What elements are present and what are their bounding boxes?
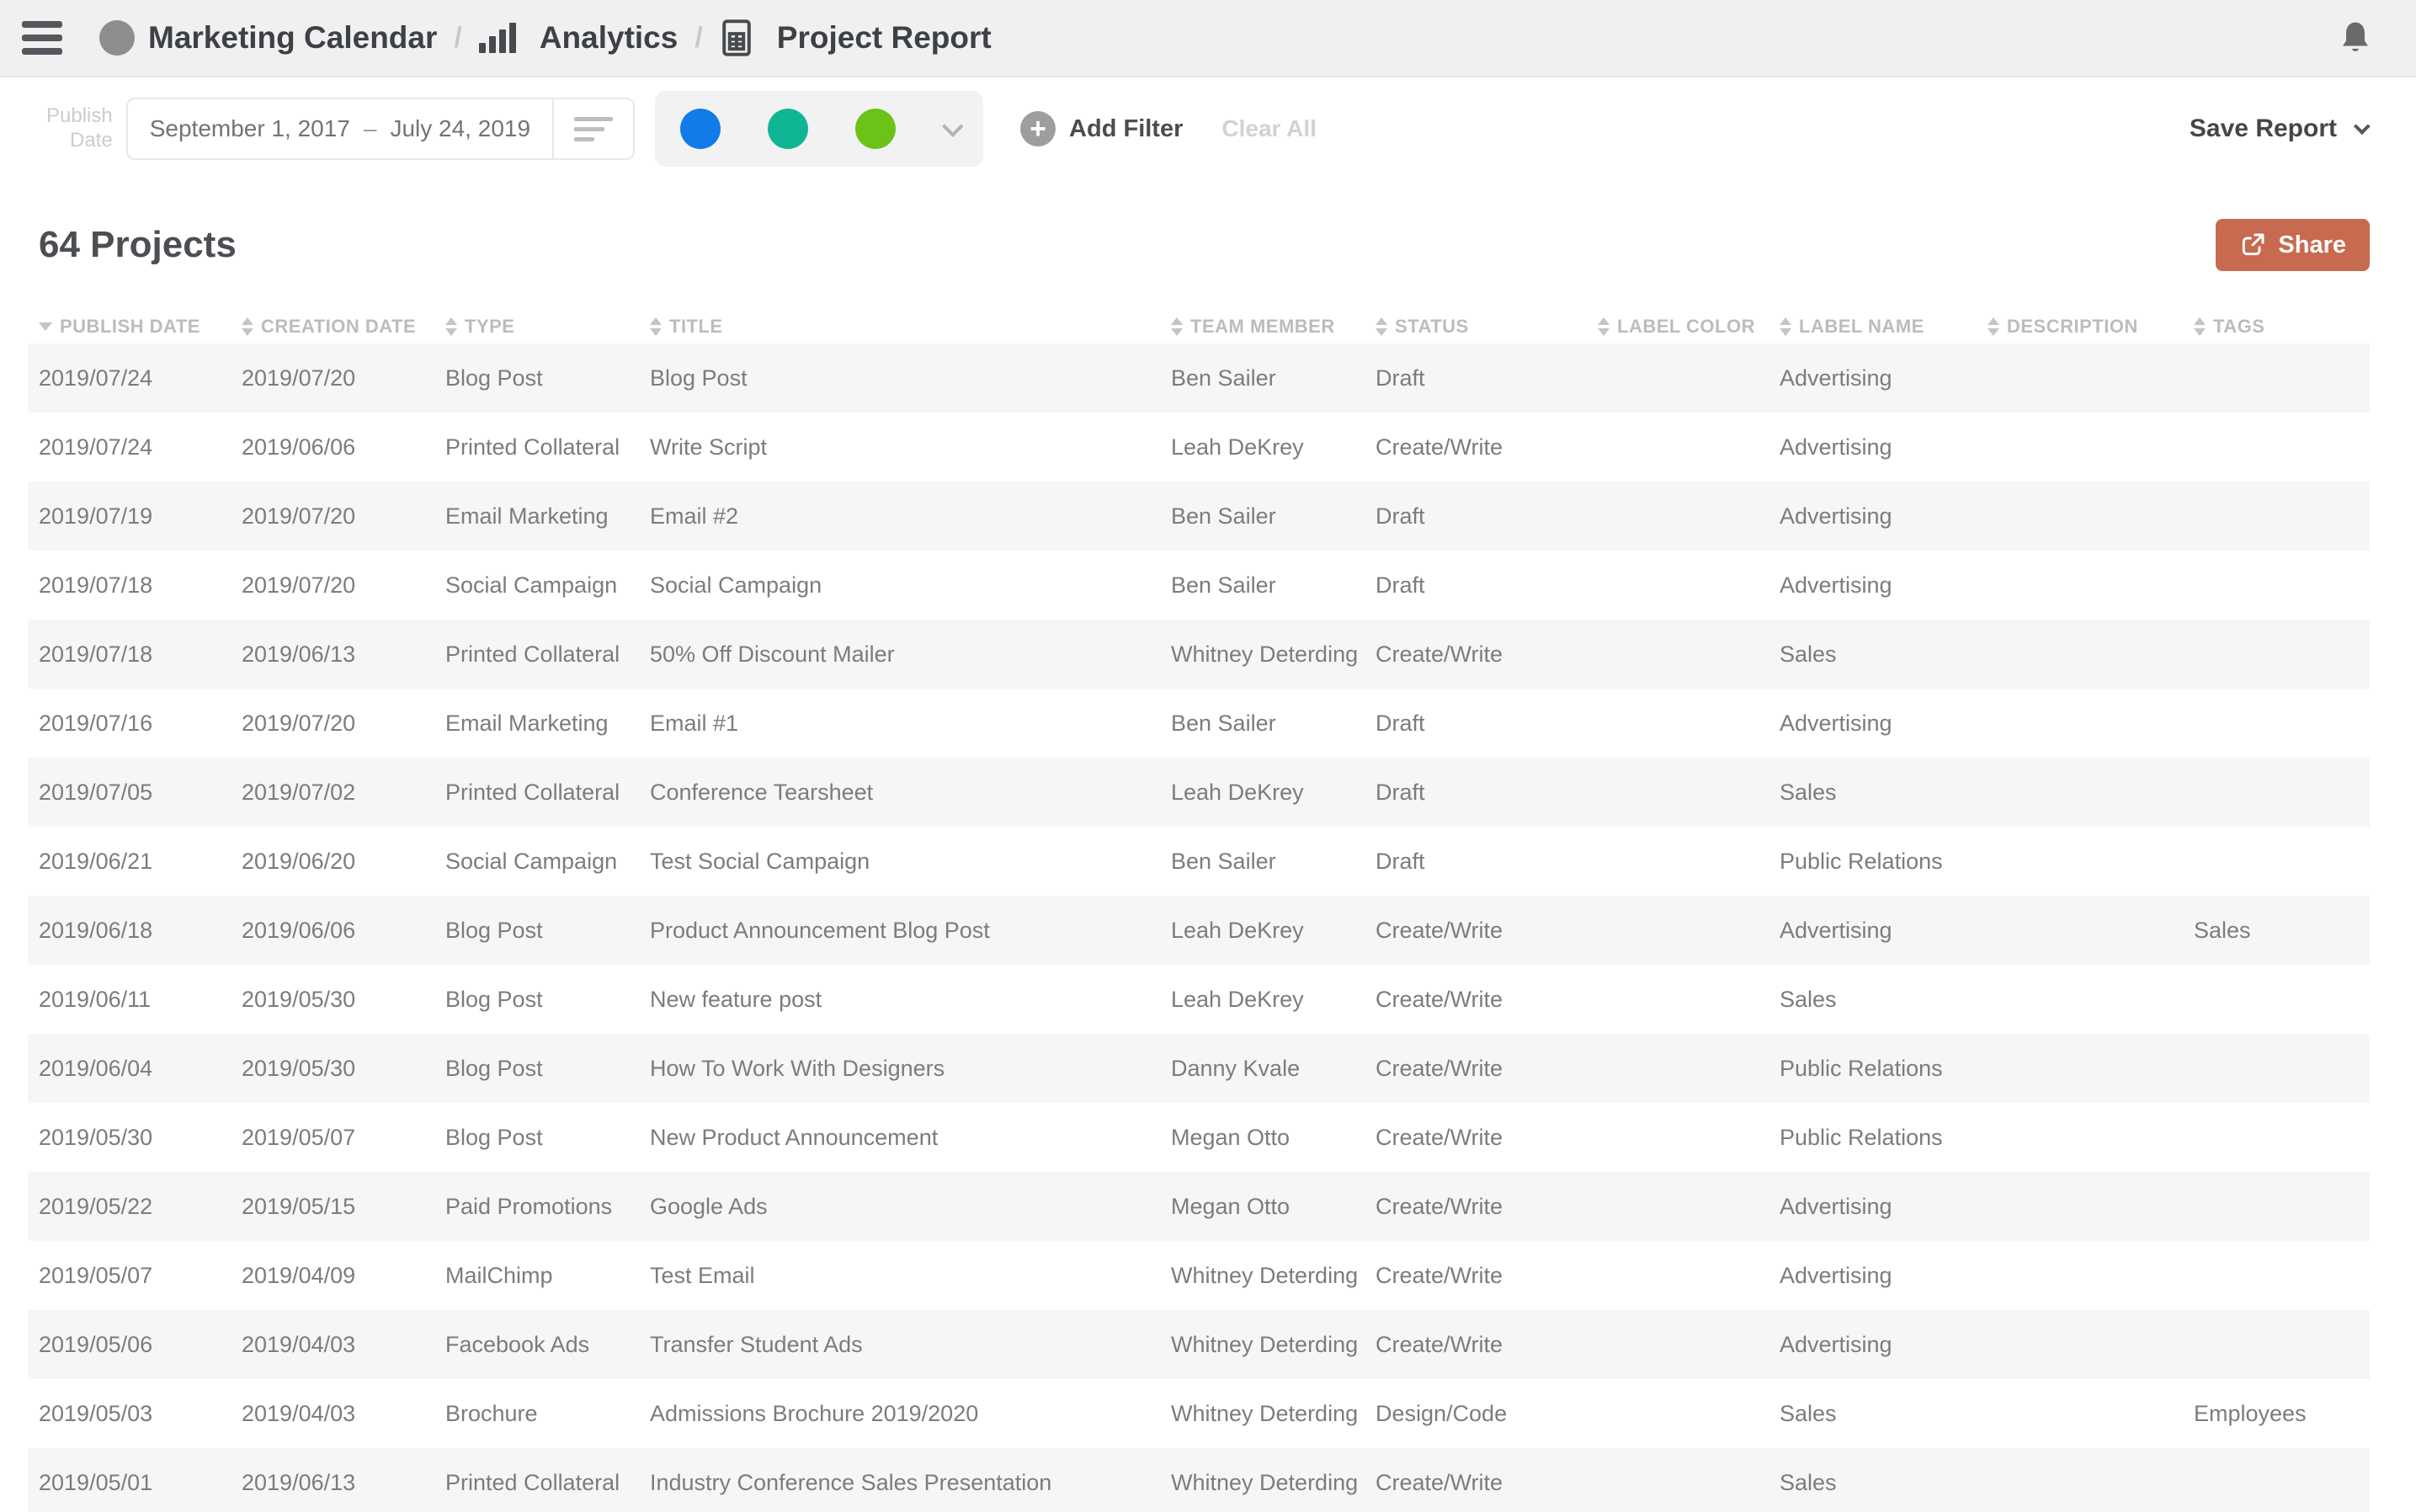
cell-label-color [1598,503,1780,530]
clear-all-button[interactable]: Clear All [1221,115,1317,141]
column-header[interactable] [1780,316,1988,338]
cell-team-member: Danny Kvale [1171,1055,1301,1081]
cell-title: Google Ads [650,1193,768,1219]
cell-status: Create/Write [1376,1262,1503,1288]
add-filter-label: Add Filter [1069,114,1184,142]
sort-icon [1376,317,1387,336]
column-header[interactable] [242,316,445,338]
color-filter-dot [768,109,808,149]
hamburger-menu-icon[interactable] [22,21,62,55]
report-sheet-icon [720,19,753,57]
cell-team-member: Whitney Deterding [1171,1262,1359,1288]
column-header[interactable] [28,316,242,338]
cell-publish-date: 2019/05/07 [39,1262,153,1288]
cell-label-name: Sales [1780,779,1837,805]
cell-status: Create/Write [1376,1469,1503,1495]
sort-up-icon [1598,317,1610,325]
plus-icon: + [1020,111,1056,146]
sort-down-icon [445,328,457,336]
cell-status: Create/Write [1376,1193,1503,1219]
column-header[interactable] [2194,316,2370,338]
cell-status: Create/Write [1376,1055,1503,1081]
cell-team-member: Ben Sailer [1171,710,1276,736]
table-row[interactable] [28,413,2370,482]
share-icon [2239,232,2266,258]
cell-creation-date: 2019/06/13 [242,641,356,667]
column-header-label: STATUS [1395,316,1469,337]
cell-label-color [1598,780,1780,806]
cell-title: Test Social Campaign [650,848,870,874]
cell-publish-date: 2019/05/03 [39,1400,153,1426]
cell-title: New feature post [650,986,822,1012]
cell-label-color [1598,1401,1780,1427]
column-header-label: TAGS [2213,316,2265,337]
cell-label-name: Sales [1780,986,1837,1012]
table-row[interactable] [28,1172,2370,1241]
table-row[interactable] [28,1241,2370,1310]
cell-label-name: Advertising [1780,434,1892,460]
date-options-lines-icon[interactable] [554,117,633,141]
cell-team-member: Megan Otto [1171,1193,1290,1219]
cell-label-name: Sales [1780,1400,1837,1426]
cell-publish-date: 2019/06/04 [39,1055,153,1081]
date-range-dash: – [363,115,377,141]
cell-team-member: Leah DeKrey [1171,917,1304,943]
cell-status: Draft [1376,779,1425,805]
cell-team-member: Ben Sailer [1171,572,1276,598]
cell-label-name: Advertising [1780,710,1892,736]
sort-down-icon [1598,328,1610,336]
analytics-icon [479,23,516,53]
cell-team-member: Megan Otto [1171,1124,1290,1150]
column-header[interactable] [650,316,1171,338]
table-row[interactable] [28,1379,2370,1448]
cell-type: Blog Post [445,1124,543,1150]
cell-creation-date: 2019/04/09 [242,1262,356,1288]
cell-title: Test Email [650,1262,755,1288]
projects-table [28,310,2370,1512]
cell-status: Draft [1376,848,1425,874]
cell-publish-date: 2019/05/06 [39,1331,153,1357]
cell-label-color [1598,1470,1780,1496]
date-range-end: July 24, 2019 [390,115,531,141]
cell-team-member: Leah DeKrey [1171,779,1304,805]
cell-type: Facebook Ads [445,1331,590,1357]
table-header-row [28,310,2370,343]
save-report-button[interactable] [2190,114,2365,143]
cell-type: Email Marketing [445,503,609,529]
share-button[interactable] [2216,219,2370,271]
column-header-label: LABEL COLOR [1617,316,1755,337]
filter-field-label-line1: Publish [46,104,113,128]
cell-label-color [1598,365,1780,391]
column-header-label: LABEL NAME [1799,316,1924,337]
save-report-label: Save Report [2189,114,2337,142]
cell-status: Draft [1376,365,1425,391]
cell-status: Design/Code [1376,1400,1508,1426]
table-row[interactable] [28,1310,2370,1379]
cell-publish-date: 2019/05/01 [39,1469,153,1495]
color-filter-dot [680,109,721,149]
chevron-down-icon [2354,118,2371,135]
notifications-bell-icon[interactable] [2337,19,2374,56]
table-row[interactable] [28,896,2370,965]
cell-tags: Employees [2194,1400,2307,1426]
cell-title: Admissions Brochure 2019/2020 [650,1400,979,1426]
cell-label-name: Sales [1780,1469,1837,1495]
cell-creation-date: 2019/06/13 [242,1469,356,1495]
cell-type: Printed Collateral [445,641,620,667]
column-header-label: TITLE [669,316,723,337]
cell-publish-date: 2019/07/16 [39,710,153,736]
table-body [28,343,2370,1512]
cell-status: Create/Write [1376,917,1503,943]
breadcrumb-separator: / [694,21,703,54]
sort-icon [445,317,457,336]
cell-type: Email Marketing [445,710,609,736]
breadcrumb-marketing-calendar[interactable]: Marketing Calendar [148,20,438,55]
cell-label-color [1598,1056,1780,1082]
sort-icon [1780,317,1791,336]
cell-status: Create/Write [1376,1124,1503,1150]
filter-field-label [46,104,113,153]
sort-down-icon [1376,328,1387,336]
cell-status: Create/Write [1376,986,1503,1012]
sort-up-icon [1988,317,1999,325]
cell-publish-date: 2019/07/24 [39,434,153,460]
cell-team-member: Ben Sailer [1171,848,1276,874]
cell-creation-date: 2019/04/03 [242,1331,356,1357]
cell-team-member: Whitney Deterding [1171,641,1359,667]
cell-title: 50% Off Discount Mailer [650,641,895,667]
cell-type: Blog Post [445,365,543,391]
sort-icon [39,322,52,331]
sort-down-icon [1171,328,1183,336]
column-header[interactable] [1376,316,1598,338]
sort-up-icon [1780,317,1791,325]
table-row[interactable] [28,343,2370,413]
column-header-label: DESCRIPTION [2007,316,2138,337]
sort-icon [242,317,253,336]
column-header-label: CREATION DATE [261,316,417,337]
table-row[interactable] [28,620,2370,689]
cell-type: Social Campaign [445,848,618,874]
sort-down-icon [242,328,253,336]
cell-label-color [1598,711,1780,737]
cell-tags: Sales [2194,917,2251,943]
cell-title: New Product Announcement [650,1124,939,1150]
cell-label-name: Advertising [1780,1193,1892,1219]
cell-team-member: Ben Sailer [1171,503,1276,529]
sort-down-icon [1988,328,1999,336]
results-toolbar [39,219,2370,271]
cell-publish-date: 2019/07/19 [39,503,153,529]
cell-title: Product Announcement Blog Post [650,917,990,943]
cell-creation-date: 2019/07/20 [242,710,356,736]
cell-label-name: Sales [1780,641,1837,667]
cell-label-name: Advertising [1780,1262,1892,1288]
table-row[interactable] [28,689,2370,758]
sort-up-icon [242,317,253,325]
cell-label-name: Advertising [1780,365,1892,391]
table-row[interactable] [28,827,2370,896]
cell-creation-date: 2019/05/07 [242,1124,356,1150]
cell-type: Brochure [445,1400,538,1426]
sort-icon [1598,317,1610,336]
sort-up-icon [650,317,662,325]
cell-type: Blog Post [445,1055,543,1081]
cell-title: Email #1 [650,710,739,736]
cell-publish-date: 2019/06/21 [39,848,153,874]
column-header[interactable] [1171,316,1376,338]
cell-creation-date: 2019/07/20 [242,503,356,529]
cell-status: Create/Write [1376,641,1503,667]
table-row[interactable] [28,551,2370,620]
cell-label-color [1598,1194,1780,1220]
cell-type: Printed Collateral [445,1469,620,1495]
column-header-label: PUBLISH DATE [60,316,200,337]
share-label: Share [2278,231,2346,258]
cell-title: Blog Post [650,365,748,391]
cell-type: Blog Post [445,986,543,1012]
cell-creation-date: 2019/05/30 [242,986,356,1012]
cell-title: Conference Tearsheet [650,779,874,805]
label-color-filter[interactable] [655,91,983,167]
cell-team-member: Whitney Deterding [1171,1400,1359,1426]
column-header[interactable] [1988,316,2194,338]
sort-icon [1171,317,1183,336]
cell-status: Create/Write [1376,434,1503,460]
cell-creation-date: 2019/05/30 [242,1055,356,1081]
cell-status: Draft [1376,503,1425,529]
add-filter-button[interactable] [1020,111,1183,146]
cell-label-color [1598,572,1780,599]
cell-title: Transfer Student Ads [650,1331,863,1357]
column-header[interactable] [1598,316,1780,338]
cell-title: Industry Conference Sales Presentation [650,1469,1052,1495]
cell-title: Social Campaign [650,572,822,598]
projects-count: 64 Projects [39,224,237,265]
cell-label-name: Public Relations [1780,848,1943,874]
cell-label-color [1598,849,1780,875]
cell-publish-date: 2019/06/11 [39,986,152,1012]
sort-icon [1988,317,1999,336]
breadcrumb-separator: / [454,21,462,54]
cell-label-color [1598,1332,1780,1358]
cell-team-member: Whitney Deterding [1171,1331,1359,1357]
column-header-label: TYPE [465,316,515,337]
filter-bar [0,77,2416,180]
cell-publish-date: 2019/07/18 [39,572,153,598]
date-range-start: September 1, 2017 [149,115,350,141]
column-header-label: TEAM MEMBER [1190,316,1335,337]
cell-type: Social Campaign [445,572,618,598]
cell-label-color [1598,1125,1780,1151]
cell-team-member: Leah DeKrey [1171,434,1304,460]
sort-icon [650,317,662,336]
table-row[interactable] [28,1034,2370,1103]
cell-status: Create/Write [1376,1331,1503,1357]
cell-publish-date: 2019/06/18 [39,917,153,943]
cell-team-member: Leah DeKrey [1171,986,1304,1012]
sort-down-icon [2194,328,2206,336]
cell-label-color [1598,918,1780,944]
sort-down-icon [650,328,662,336]
cell-publish-date: 2019/07/24 [39,365,153,391]
filter-field-label-line2: Date [70,129,113,152]
column-header[interactable] [445,316,650,338]
cell-title: Email #2 [650,503,739,529]
chevron-down-icon [942,115,963,136]
table-row[interactable] [28,482,2370,551]
cell-type: Printed Collateral [445,434,620,460]
sort-down-icon [39,322,52,331]
cell-label-color [1598,642,1780,668]
cell-creation-date: 2019/07/02 [242,779,356,805]
cell-creation-date: 2019/06/06 [242,434,356,460]
breadcrumb-analytics[interactable]: Analytics [539,20,679,55]
sort-up-icon [1171,317,1183,325]
cell-team-member: Ben Sailer [1171,365,1276,391]
cell-status: Draft [1376,572,1425,598]
table-row[interactable] [28,1103,2370,1172]
color-filter-dot [855,109,896,149]
cell-creation-date: 2019/07/20 [242,365,356,391]
cell-label-name: Advertising [1780,917,1892,943]
cell-creation-date: 2019/06/06 [242,917,356,943]
table-row[interactable] [28,1448,2370,1512]
cell-publish-date: 2019/05/22 [39,1193,153,1219]
date-range-input[interactable] [126,98,635,160]
breadcrumb-project-report[interactable]: Project Report [776,20,992,55]
cell-label-color [1598,1263,1780,1289]
cell-type: MailChimp [445,1262,553,1288]
cell-status: Draft [1376,710,1425,736]
cell-label-name: Advertising [1780,1331,1892,1357]
cell-creation-date: 2019/04/03 [242,1400,356,1426]
cell-creation-date: 2019/05/15 [242,1193,356,1219]
sort-icon [2194,317,2206,336]
cell-creation-date: 2019/06/20 [242,848,356,874]
calendar-color-dot [99,20,135,56]
cell-label-name: Public Relations [1780,1124,1943,1150]
sort-down-icon [1780,328,1791,336]
sort-up-icon [1376,317,1387,325]
cell-label-color [1598,434,1780,461]
cell-type: Paid Promotions [445,1193,613,1219]
cell-publish-date: 2019/07/18 [39,641,153,667]
cell-title: Write Script [650,434,768,460]
cell-type: Blog Post [445,917,543,943]
table-row[interactable] [28,965,2370,1034]
sort-up-icon [2194,317,2206,325]
cell-label-color [1598,987,1780,1013]
cell-publish-date: 2019/07/05 [39,779,153,805]
cell-label-name: Public Relations [1780,1055,1943,1081]
cell-team-member: Whitney Deterding [1171,1469,1359,1495]
sort-up-icon [445,317,457,325]
cell-publish-date: 2019/05/30 [39,1124,153,1150]
cell-title: How To Work With Designers [650,1055,945,1081]
top-bar [0,0,2416,77]
cell-type: Printed Collateral [445,779,620,805]
cell-creation-date: 2019/07/20 [242,572,356,598]
table-row[interactable] [28,758,2370,827]
cell-label-name: Advertising [1780,572,1892,598]
cell-label-name: Advertising [1780,503,1892,529]
